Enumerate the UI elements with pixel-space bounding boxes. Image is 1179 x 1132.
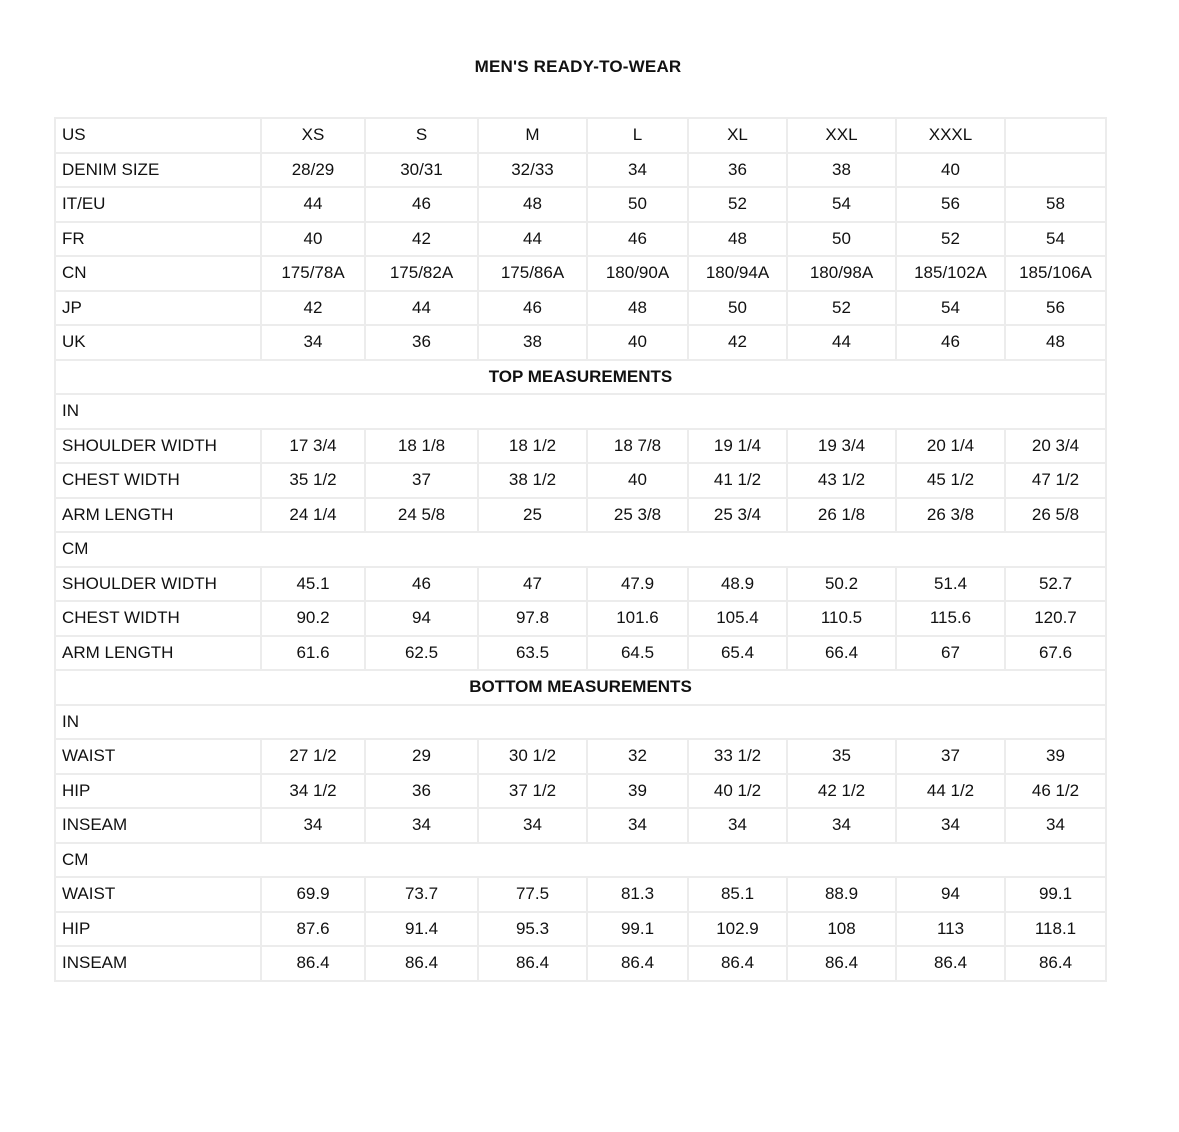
size-value-cell: 37 [365, 463, 478, 498]
size-value-cell: 180/98A [787, 256, 896, 291]
section-heading-text: TOP MEASUREMENTS [55, 360, 1106, 395]
size-conversion-row [55, 187, 1106, 222]
size-value-cell: 58 [1005, 187, 1106, 222]
row-label: SHOULDER WIDTH [55, 429, 261, 464]
row-label: WAIST [55, 877, 261, 912]
unit-label-row-text: CM [55, 532, 1106, 567]
size-value-cell: 34 [587, 808, 688, 843]
size-value-cell: 35 1/2 [261, 463, 365, 498]
size-value-cell: 45.1 [261, 567, 365, 602]
size-value-cell: 24 5/8 [365, 498, 478, 533]
size-value-cell: 40 1/2 [688, 774, 787, 809]
size-value-cell: XXXL [896, 118, 1005, 153]
size-value-cell: 18 1/2 [478, 429, 587, 464]
size-value-cell: 38 1/2 [478, 463, 587, 498]
row-label: US [55, 118, 261, 153]
row-label: HIP [55, 912, 261, 947]
size-value-cell: 48 [688, 222, 787, 257]
measurement-row [55, 877, 1106, 912]
size-value-cell: 48.9 [688, 567, 787, 602]
size-value-cell: XS [261, 118, 365, 153]
size-value-cell: 54 [896, 291, 1005, 326]
measurement-row [55, 946, 1106, 981]
size-value-cell: 62.5 [365, 636, 478, 671]
row-label: DENIM SIZE [55, 153, 261, 188]
size-conversion-row [55, 118, 1106, 153]
size-value-cell: 26 1/8 [787, 498, 896, 533]
size-value-cell: 34 [1005, 808, 1106, 843]
row-label: INSEAM [55, 946, 261, 981]
measurement-row [55, 567, 1106, 602]
size-value-cell: 180/94A [688, 256, 787, 291]
size-value-cell: 47.9 [587, 567, 688, 602]
size-value-cell: 56 [1005, 291, 1106, 326]
size-value-cell: 77.5 [478, 877, 587, 912]
row-label: INSEAM [55, 808, 261, 843]
size-value-cell: 29 [365, 739, 478, 774]
row-label: ARM LENGTH [55, 498, 261, 533]
size-value-cell: 46 1/2 [1005, 774, 1106, 809]
size-value-cell: 27 1/2 [261, 739, 365, 774]
size-chart-table [54, 117, 1107, 982]
size-value-cell: 87.6 [261, 912, 365, 947]
size-value-cell: 86.4 [896, 946, 1005, 981]
size-value-cell: 41 1/2 [688, 463, 787, 498]
unit-label-row [55, 843, 1106, 878]
size-value-cell: 40 [261, 222, 365, 257]
size-value-cell: 43 1/2 [787, 463, 896, 498]
size-value-cell: 180/90A [587, 256, 688, 291]
size-value-cell: 44 [478, 222, 587, 257]
size-value-cell: XXL [787, 118, 896, 153]
size-value-cell: 91.4 [365, 912, 478, 947]
size-value-cell: 46 [896, 325, 1005, 360]
size-value-cell: 19 1/4 [688, 429, 787, 464]
size-value-cell: 36 [365, 325, 478, 360]
row-label: HIP [55, 774, 261, 809]
size-value-cell: S [365, 118, 478, 153]
size-value-cell: 34 [478, 808, 587, 843]
size-value-cell: 95.3 [478, 912, 587, 947]
size-value-cell: 113 [896, 912, 1005, 947]
size-value-cell: 34 [787, 808, 896, 843]
size-value-cell: 54 [1005, 222, 1106, 257]
size-value-cell: 25 3/4 [688, 498, 787, 533]
size-value-cell: 110.5 [787, 601, 896, 636]
size-value-cell: 30 1/2 [478, 739, 587, 774]
size-value-cell: 28/29 [261, 153, 365, 188]
size-value-cell: 120.7 [1005, 601, 1106, 636]
size-value-cell: 34 [261, 325, 365, 360]
size-value-cell: 25 [478, 498, 587, 533]
size-value-cell: 37 1/2 [478, 774, 587, 809]
size-value-cell: 99.1 [587, 912, 688, 947]
size-value-cell: 66.4 [787, 636, 896, 671]
size-value-cell: 69.9 [261, 877, 365, 912]
size-value-cell: L [587, 118, 688, 153]
size-value-cell: 20 1/4 [896, 429, 1005, 464]
size-value-cell: 118.1 [1005, 912, 1106, 947]
size-value-cell: 65.4 [688, 636, 787, 671]
section-heading-text: BOTTOM MEASUREMENTS [55, 670, 1106, 705]
size-value-cell: 86.4 [1005, 946, 1106, 981]
size-value-cell: 73.7 [365, 877, 478, 912]
size-conversion-row [55, 325, 1106, 360]
size-value-cell: 175/82A [365, 256, 478, 291]
size-value-cell: 86.4 [587, 946, 688, 981]
size-value-cell: 17 3/4 [261, 429, 365, 464]
size-value-cell: 42 [261, 291, 365, 326]
size-value-cell: 40 [587, 325, 688, 360]
size-value-cell: 46 [365, 187, 478, 222]
row-label: CHEST WIDTH [55, 601, 261, 636]
size-value-cell: 19 3/4 [787, 429, 896, 464]
size-value-cell: 32 [587, 739, 688, 774]
size-value-cell: 20 3/4 [1005, 429, 1106, 464]
size-value-cell: 94 [896, 877, 1005, 912]
size-value-cell: 48 [587, 291, 688, 326]
size-value-cell: 63.5 [478, 636, 587, 671]
size-value-cell: 88.9 [787, 877, 896, 912]
size-value-cell: 108 [787, 912, 896, 947]
size-value-cell: M [478, 118, 587, 153]
size-value-cell: 52 [688, 187, 787, 222]
row-label: ARM LENGTH [55, 636, 261, 671]
size-value-cell: 32/33 [478, 153, 587, 188]
unit-label-row-text: IN [55, 705, 1106, 740]
measurement-row [55, 774, 1106, 809]
size-value-cell: 40 [587, 463, 688, 498]
measurement-row [55, 601, 1106, 636]
size-value-cell: 48 [1005, 325, 1106, 360]
size-value-cell: 39 [1005, 739, 1106, 774]
size-value-cell: XL [688, 118, 787, 153]
size-value-cell: 34 [587, 153, 688, 188]
row-label: SHOULDER WIDTH [55, 567, 261, 602]
size-value-cell: 34 [261, 808, 365, 843]
size-value-cell: 34 [688, 808, 787, 843]
unit-label-row-text: CM [55, 843, 1106, 878]
size-value-cell: 34 [896, 808, 1005, 843]
size-value-cell: 18 7/8 [587, 429, 688, 464]
size-value-cell: 102.9 [688, 912, 787, 947]
size-value-cell: 34 1/2 [261, 774, 365, 809]
size-value-cell: 47 [478, 567, 587, 602]
measurement-row [55, 498, 1106, 533]
row-label: IT/EU [55, 187, 261, 222]
size-value-cell: 86.4 [478, 946, 587, 981]
size-value-cell: 44 [365, 291, 478, 326]
section-heading [55, 670, 1106, 705]
size-value-cell: 54 [787, 187, 896, 222]
size-value-cell: 38 [478, 325, 587, 360]
size-value-cell: 81.3 [587, 877, 688, 912]
row-label: UK [55, 325, 261, 360]
size-value-cell: 86.4 [688, 946, 787, 981]
row-label: WAIST [55, 739, 261, 774]
page-title: MEN'S READY-TO-WEAR [474, 57, 682, 76]
size-value-cell: 37 [896, 739, 1005, 774]
section-heading [55, 360, 1106, 395]
size-conversion-row [55, 222, 1106, 257]
unit-label-row [55, 394, 1106, 429]
size-value-cell: 46 [365, 567, 478, 602]
size-value-cell: 175/86A [478, 256, 587, 291]
size-value-cell [1005, 118, 1106, 153]
measurement-row [55, 636, 1106, 671]
size-value-cell: 44 1/2 [896, 774, 1005, 809]
size-value-cell: 185/106A [1005, 256, 1106, 291]
size-value-cell: 47 1/2 [1005, 463, 1106, 498]
size-value-cell: 50.2 [787, 567, 896, 602]
size-value-cell: 42 1/2 [787, 774, 896, 809]
row-label: CN [55, 256, 261, 291]
size-value-cell: 46 [478, 291, 587, 326]
size-value-cell: 44 [261, 187, 365, 222]
size-value-cell: 40 [896, 153, 1005, 188]
size-value-cell: 97.8 [478, 601, 587, 636]
size-value-cell: 90.2 [261, 601, 365, 636]
size-value-cell: 86.4 [365, 946, 478, 981]
size-value-cell: 38 [787, 153, 896, 188]
size-value-cell: 26 3/8 [896, 498, 1005, 533]
size-value-cell: 36 [688, 153, 787, 188]
size-value-cell: 67 [896, 636, 1005, 671]
row-label: CHEST WIDTH [55, 463, 261, 498]
size-value-cell: 36 [365, 774, 478, 809]
measurement-row [55, 429, 1106, 464]
size-value-cell: 26 5/8 [1005, 498, 1106, 533]
size-value-cell: 52 [896, 222, 1005, 257]
size-value-cell: 105.4 [688, 601, 787, 636]
unit-label-row [55, 705, 1106, 740]
size-value-cell: 44 [787, 325, 896, 360]
size-value-cell: 67.6 [1005, 636, 1106, 671]
size-value-cell: 101.6 [587, 601, 688, 636]
size-value-cell: 24 1/4 [261, 498, 365, 533]
size-value-cell: 50 [587, 187, 688, 222]
size-value-cell: 99.1 [1005, 877, 1106, 912]
size-value-cell: 45 1/2 [896, 463, 1005, 498]
size-value-cell: 39 [587, 774, 688, 809]
size-value-cell: 94 [365, 601, 478, 636]
size-value-cell: 64.5 [587, 636, 688, 671]
row-label: FR [55, 222, 261, 257]
size-value-cell: 51.4 [896, 567, 1005, 602]
size-value-cell: 46 [587, 222, 688, 257]
measurement-row [55, 808, 1106, 843]
size-value-cell: 86.4 [787, 946, 896, 981]
row-label: JP [55, 291, 261, 326]
size-value-cell: 61.6 [261, 636, 365, 671]
unit-label-row [55, 532, 1106, 567]
size-value-cell: 56 [896, 187, 1005, 222]
size-value-cell: 115.6 [896, 601, 1005, 636]
size-value-cell: 48 [478, 187, 587, 222]
size-value-cell: 52.7 [1005, 567, 1106, 602]
size-value-cell: 85.1 [688, 877, 787, 912]
size-value-cell [1005, 153, 1106, 188]
size-conversion-row [55, 256, 1106, 291]
size-value-cell: 35 [787, 739, 896, 774]
size-chart-body [55, 118, 1106, 981]
size-value-cell: 86.4 [261, 946, 365, 981]
size-value-cell: 42 [365, 222, 478, 257]
size-value-cell: 175/78A [261, 256, 365, 291]
size-value-cell: 50 [688, 291, 787, 326]
size-value-cell: 50 [787, 222, 896, 257]
unit-label-row-text: IN [55, 394, 1106, 429]
size-value-cell: 18 1/8 [365, 429, 478, 464]
size-value-cell: 42 [688, 325, 787, 360]
size-value-cell: 34 [365, 808, 478, 843]
size-value-cell: 30/31 [365, 153, 478, 188]
measurement-row [55, 739, 1106, 774]
size-value-cell: 25 3/8 [587, 498, 688, 533]
size-conversion-row [55, 153, 1106, 188]
size-value-cell: 52 [787, 291, 896, 326]
measurement-row [55, 463, 1106, 498]
size-conversion-row [55, 291, 1106, 326]
size-value-cell: 33 1/2 [688, 739, 787, 774]
size-value-cell: 185/102A [896, 256, 1005, 291]
measurement-row [55, 912, 1106, 947]
